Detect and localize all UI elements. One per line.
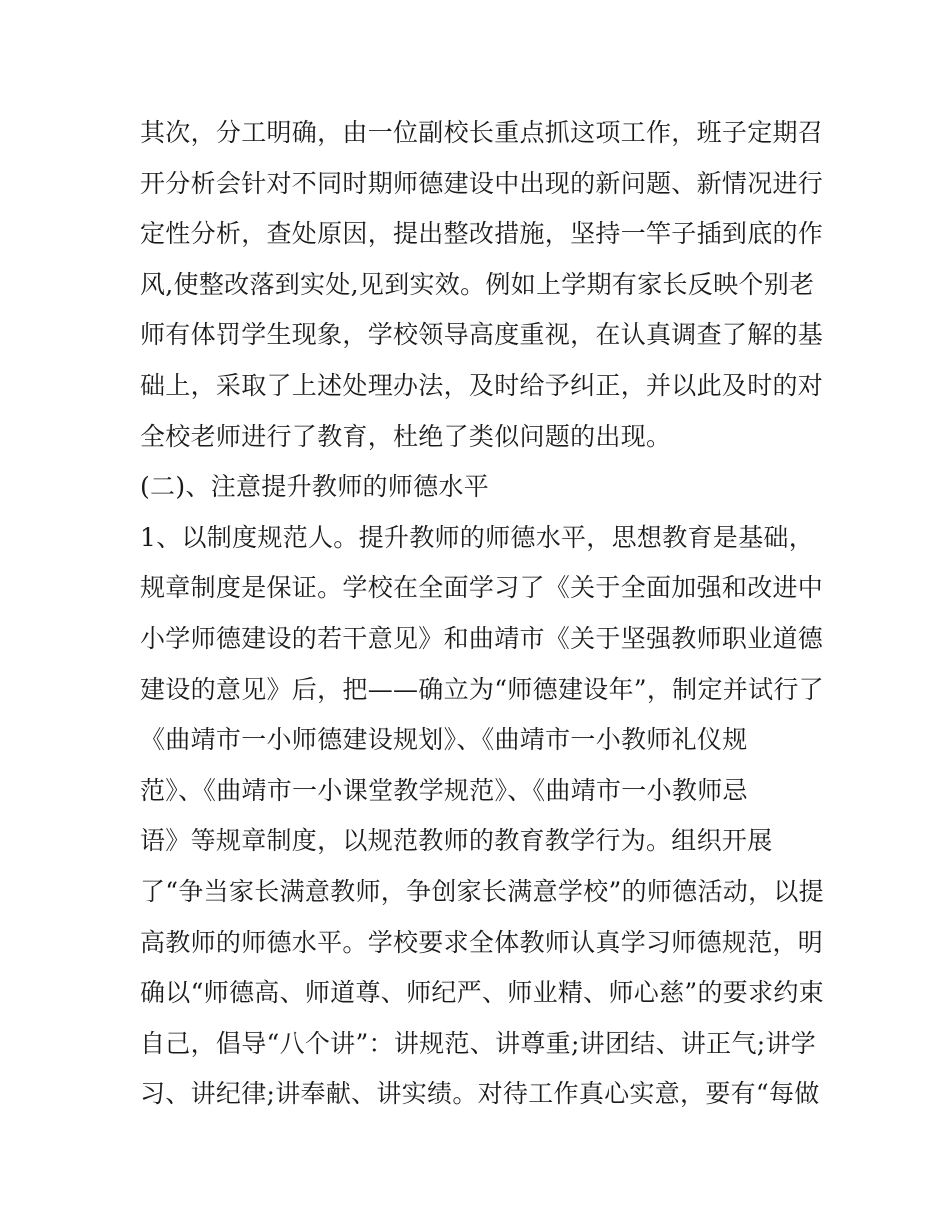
text-line: 高教师的师德水平。学校要求全体教师认真学习师德规范，明 bbox=[140, 927, 824, 957]
text-line: 定性分析，查处原因，提出整改措施，坚持一竿子插到底的作 bbox=[140, 219, 824, 249]
text-line: 《曲靖市一小师德建设规划》、《曲靖市一小教师礼仪规 bbox=[140, 725, 748, 755]
text-line: 语》等规章制度，以规范教师的教育教学行为。组织开展 bbox=[140, 826, 773, 856]
text-line: 范》、《曲靖市一小课堂教学规范》、《曲靖市一小教师忌 bbox=[140, 775, 748, 805]
body-text bbox=[140, 108, 824, 1120]
text-line: 1、以制度规范人。提升教师的师德水平，思想教育是基础， bbox=[140, 522, 815, 552]
text-line: 风,使整改落到实处,见到实效。例如上学期有家长反映个别老 bbox=[140, 269, 815, 299]
text-line: 建设的意见》后，把——确立为“师德建设年”，制定并试行了 bbox=[140, 674, 824, 704]
text-line: 其次，分工明确，由一位副校长重点抓这项工作，班子定期召 bbox=[140, 118, 824, 147]
text-line: 础上，采取了上述处理办法，及时给予纠正，并以此及时的对 bbox=[140, 370, 824, 400]
text-line: 小学师德建设的若干意见》和曲靖市《关于坚强教师职业道德 bbox=[140, 623, 824, 653]
text-line: 自己，倡导“八个讲”：讲规范、讲尊重;讲团结、讲正气;讲学 bbox=[140, 1028, 817, 1058]
text-line: 确以“师德高、师道尊、师纪严、师业精、师心慈”的要求约束 bbox=[140, 978, 824, 1008]
text-line: 习、讲纪律;讲奉献、讲实绩。对待工作真心实意，要有“每做 bbox=[140, 1079, 820, 1109]
section-heading: (二)、注意提升教师的师德水平 bbox=[140, 472, 490, 502]
text-line: 开分析会针对不同时期师德建设中出现的新问题、新情况进行 bbox=[140, 168, 824, 198]
text-line: 规章制度是保证。学校在全面学习了《关于全面加强和改进中 bbox=[140, 573, 824, 603]
text-line: 师有体罚学生现象，学校领导高度重视，在认真调查了解的基 bbox=[140, 320, 824, 350]
text-line: 全校老师进行了教育，杜绝了类似问题的出现。 bbox=[140, 421, 672, 451]
text-line: 了“争当家长满意教师，争创家长满意学校”的师德活动，以提 bbox=[140, 876, 824, 906]
